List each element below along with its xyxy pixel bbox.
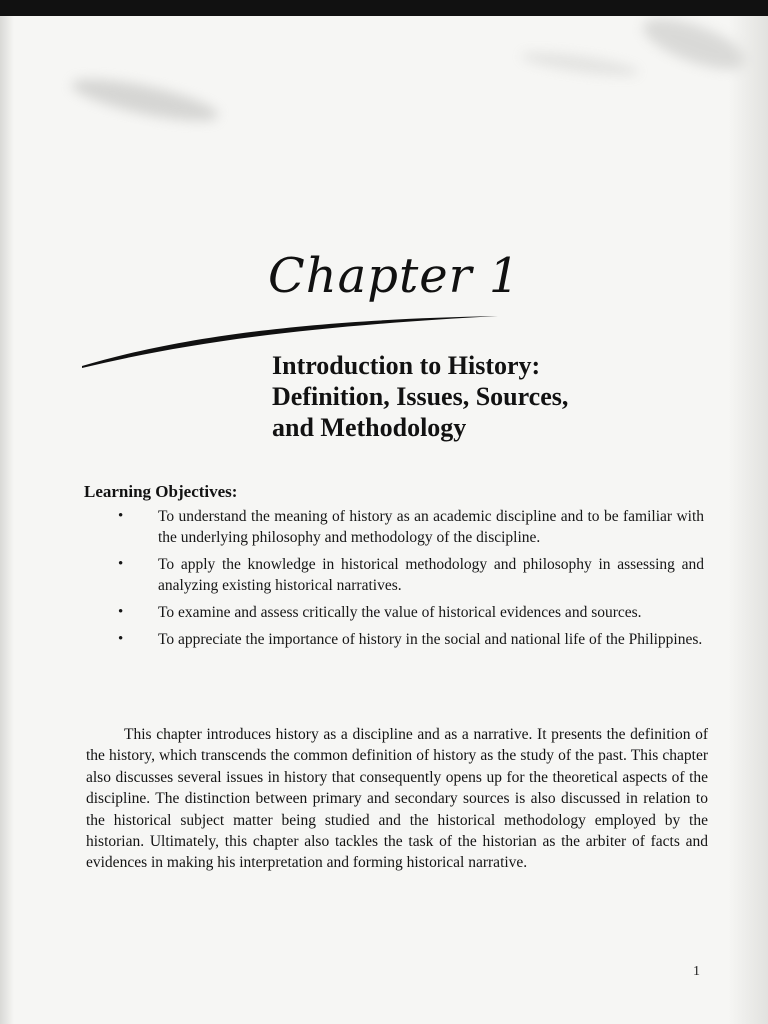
objective-text: To apply the knowledge in historical methodology and philosophy in assessing and analyzing existing historical narratives. [158, 556, 704, 594]
title-line: Introduction to History: [272, 351, 541, 380]
scan-smudge [69, 71, 222, 130]
objective-item [118, 602, 704, 623]
bullet-icon: • [118, 556, 124, 572]
objective-item [118, 554, 704, 596]
scan-smudge [519, 48, 640, 81]
intro-paragraph: This chapter introduces history as a discipline and as a narrative. It presents the definition of the history, which transcends the common definition of history as the study of the past. This chapter also discusses several issues in history that consequently opens up for the theoretical aspects of the discipline. The distinction between primary and secondary sources is also discussed in relation to the historical subject matter being studied and the historical methodology employed by the historian. Ultimately, this chapter also tackles the task of the historian as the arbiter of facts and evidences in making his interpretation and forming historical narrative. [86, 726, 708, 872]
chapter-title [272, 350, 568, 443]
scan-smudge [637, 16, 753, 80]
title-line: and Methodology [272, 413, 467, 442]
bullet-icon: • [118, 508, 124, 524]
page-number: 1 [693, 964, 700, 979]
learning-objectives-list [118, 506, 704, 656]
objective-text: To examine and assess critically the value of historical evidences and sources. [158, 604, 642, 621]
objective-item [118, 506, 704, 548]
learning-objectives-heading: Learning Objectives: [84, 482, 238, 501]
objective-text: To understand the meaning of history as an academic discipline and to be familiar with the underlying philosophy and methodology of the discipline. [158, 508, 704, 546]
objective-text: To appreciate the importance of history in the social and national life of the Philippines. [158, 631, 703, 648]
chapter-label: Chapter 1 [268, 248, 521, 304]
title-line: Definition, Issues, Sources, [272, 382, 569, 411]
objective-item [118, 629, 704, 650]
bullet-icon: • [118, 604, 124, 620]
book-page [0, 16, 768, 1024]
bullet-icon: • [118, 631, 124, 647]
